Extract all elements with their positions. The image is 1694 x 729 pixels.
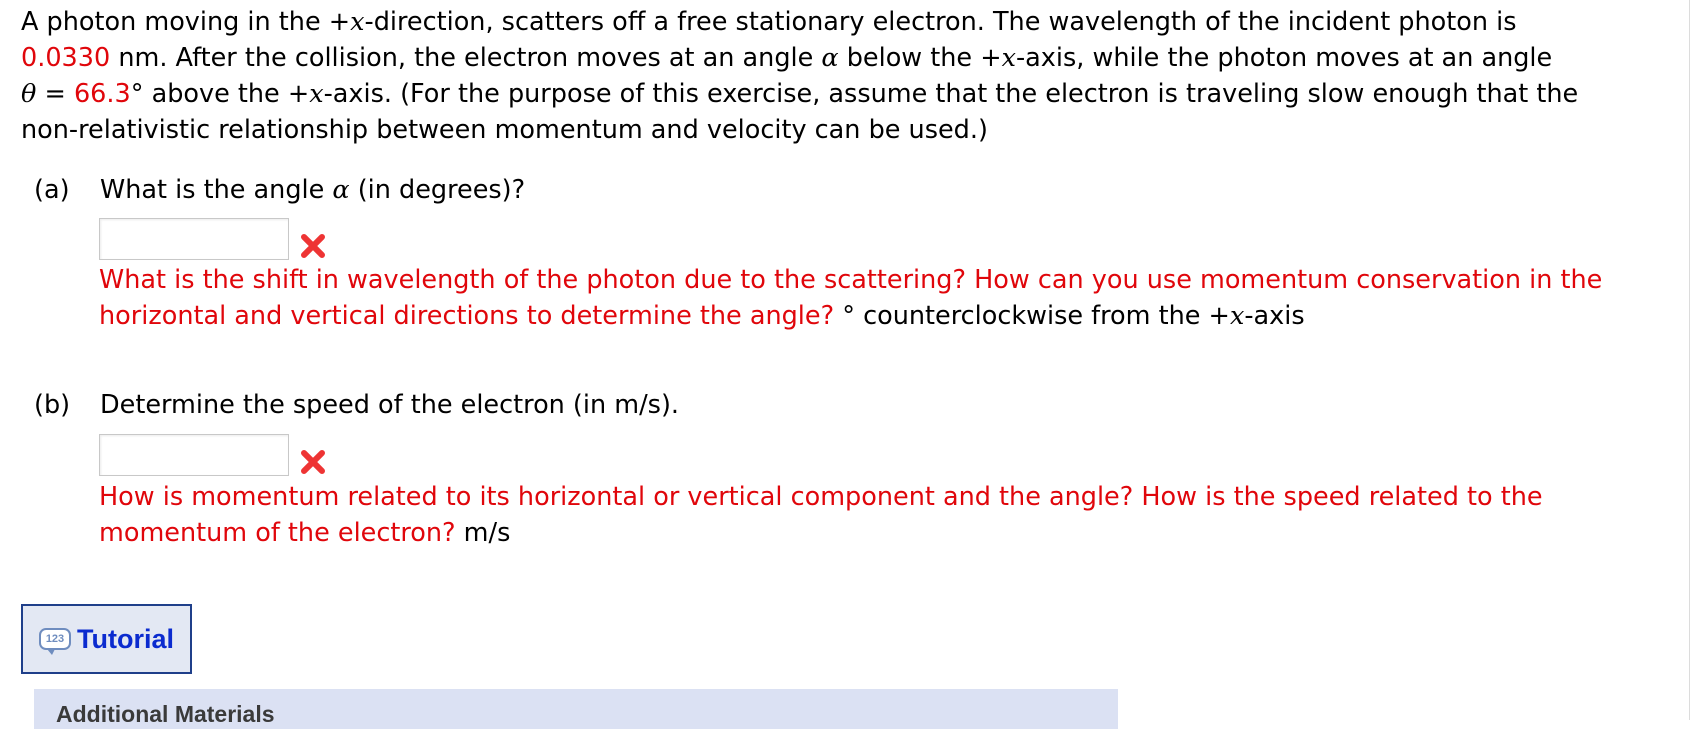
tutorial-label: Tutorial	[77, 623, 174, 654]
part-a-unit-var-x: x	[1229, 301, 1245, 331]
problem-var-theta: θ	[21, 79, 37, 109]
problem-text: A photon moving in the +	[21, 7, 351, 37]
wavelength-value: 0.0330	[21, 43, 111, 73]
part-a-text: (in degrees)?	[349, 175, 526, 205]
additional-materials-label: Additional Materials	[56, 701, 275, 727]
part-b-unit: m/s	[455, 518, 511, 548]
part-a-unit: -axis	[1244, 301, 1305, 331]
tutorial-button[interactable]	[21, 604, 192, 674]
problem-text: -direction, scatters off a free stationary electron. The wavelength of the incident photon is	[364, 7, 1517, 37]
part-a-text: What is the angle	[100, 175, 333, 205]
part-b-text: Determine the speed of the electron (in m/s).	[100, 390, 680, 420]
part-b-letter: (b)	[34, 390, 71, 420]
incorrect-x-icon	[298, 231, 328, 261]
page-right-border	[1689, 0, 1690, 720]
problem-text: below the +	[838, 43, 1002, 73]
part-a-question	[34, 172, 525, 208]
part-b-feedback	[99, 479, 1659, 551]
incorrect-x-icon	[298, 447, 328, 477]
part-b-question	[34, 387, 679, 423]
problem-text: -axis. (For the purpose of this exercise, assume that the electron is traveling slow enough that the	[323, 79, 1579, 109]
problem-var-alpha: α	[821, 43, 839, 73]
part-a-hint: What is the shift in wavelength of the photon due to the scattering? How can you use momentum conservation in the horizontal and vertical directions to determine the angle?	[99, 265, 1603, 331]
part-b-answer-input[interactable]	[99, 434, 289, 476]
part-a-unit: ° counterclockwise from the +	[834, 301, 1230, 331]
part-a-answer-input[interactable]	[99, 218, 289, 260]
problem-statement	[21, 4, 1671, 148]
problem-text: ° above the +	[130, 79, 310, 109]
problem-var-x: x	[309, 79, 324, 109]
part-b-hint: How is momentum related to its horizontal or vertical component and the angle? How is the speed related to the momentum of the electron?	[99, 482, 1543, 548]
problem-text: -axis, while the photon moves at an angle	[1015, 43, 1553, 73]
additional-materials-header[interactable]	[34, 689, 1118, 729]
tutorial-icon: 123	[39, 628, 71, 650]
problem-text: =	[36, 79, 74, 109]
problem-text: nm. After the collision, the electron moves at an angle	[110, 43, 822, 73]
problem-text: non-relativistic relationship between momentum and velocity can be used.)	[21, 115, 988, 145]
problem-var-x: x	[350, 7, 365, 37]
part-a-feedback	[99, 262, 1659, 334]
problem-var-x: x	[1001, 43, 1016, 73]
theta-value: 66.3	[73, 79, 131, 109]
part-a-letter: (a)	[34, 175, 70, 205]
part-a-var-alpha: α	[332, 175, 350, 205]
